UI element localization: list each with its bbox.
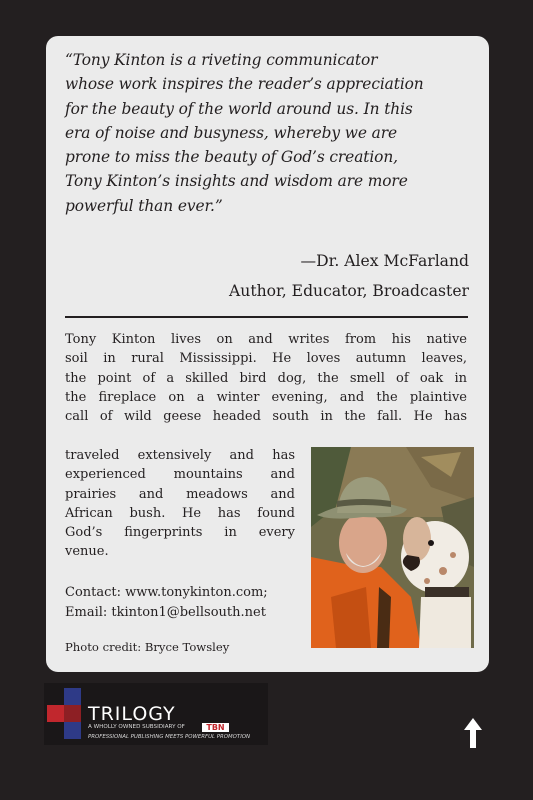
quote-line: prone to miss the beauty of God’s creation, [65, 148, 398, 167]
back-cover-panel [46, 36, 489, 672]
endorsement-quote [65, 48, 467, 218]
quote-line: “Tony Kinton is a riveting communicator [65, 51, 378, 69]
contact-email: Email: tkinton1@bellsouth.net [65, 605, 266, 620]
bio-line: Tony Kinton lives on and writes from his native [65, 332, 467, 347]
bio-line: African bush. He has found [65, 505, 295, 521]
bio-line: experienced mountains and [65, 467, 295, 483]
publisher-logo [44, 683, 268, 745]
bio-line: venue. [65, 544, 109, 560]
author-bio [65, 330, 467, 426]
author-with-dog-illustration [311, 447, 474, 648]
contact-info [65, 583, 268, 623]
quote-line: era of noise and busyness, whereby we are [65, 123, 397, 142]
quote-line: whose work inspires the reader’s appreciation [65, 75, 424, 94]
bio-line: call of wild geese headed south in the fall. He has [65, 409, 467, 425]
bio-line: the fireplace on a winter evening, and the plaintive [65, 389, 467, 405]
author-bio-continued [65, 446, 295, 562]
parent-company-badge: TBN [202, 723, 229, 732]
logo-square [64, 705, 81, 722]
bio-line: God’s fingerprints in every [65, 525, 295, 541]
publisher-tagline: PROFESSIONAL PUBLISHING MEETS POWERFUL PROMOTION [88, 734, 251, 740]
quote-line: for the beauty of the world around us. In this [65, 99, 413, 118]
publisher-brand: TRILOGY [88, 703, 176, 725]
quote-line: powerful than ever.” [65, 196, 223, 215]
bio-line: prairies and meadows and [65, 486, 295, 502]
divider [65, 316, 468, 318]
logo-square [64, 688, 81, 705]
logo-square [64, 722, 81, 739]
contact-website: Contact: www.tonykinton.com; [65, 585, 268, 600]
bio-line: soil in rural Mississippi. He loves autumn leaves, [65, 351, 467, 367]
bio-line: traveled extensively and has [65, 448, 295, 463]
quote-line: Tony Kinton’s insights and wisdom are more [65, 172, 408, 191]
publisher-subsidiary-text: A WHOLLY OWNED SUBSIDIARY OF [88, 724, 185, 730]
photo-credit: Photo credit: Bryce Towsley [65, 640, 230, 654]
endorsement-author-title: Author, Educator, Broadcaster [229, 282, 469, 300]
recycle-icon [462, 716, 484, 750]
logo-square [47, 705, 64, 722]
bio-line: the point of a skilled bird dog, the smell of oak in [65, 370, 467, 386]
endorsement-author: —Dr. Alex McFarland [300, 252, 469, 270]
author-photo [311, 447, 474, 648]
